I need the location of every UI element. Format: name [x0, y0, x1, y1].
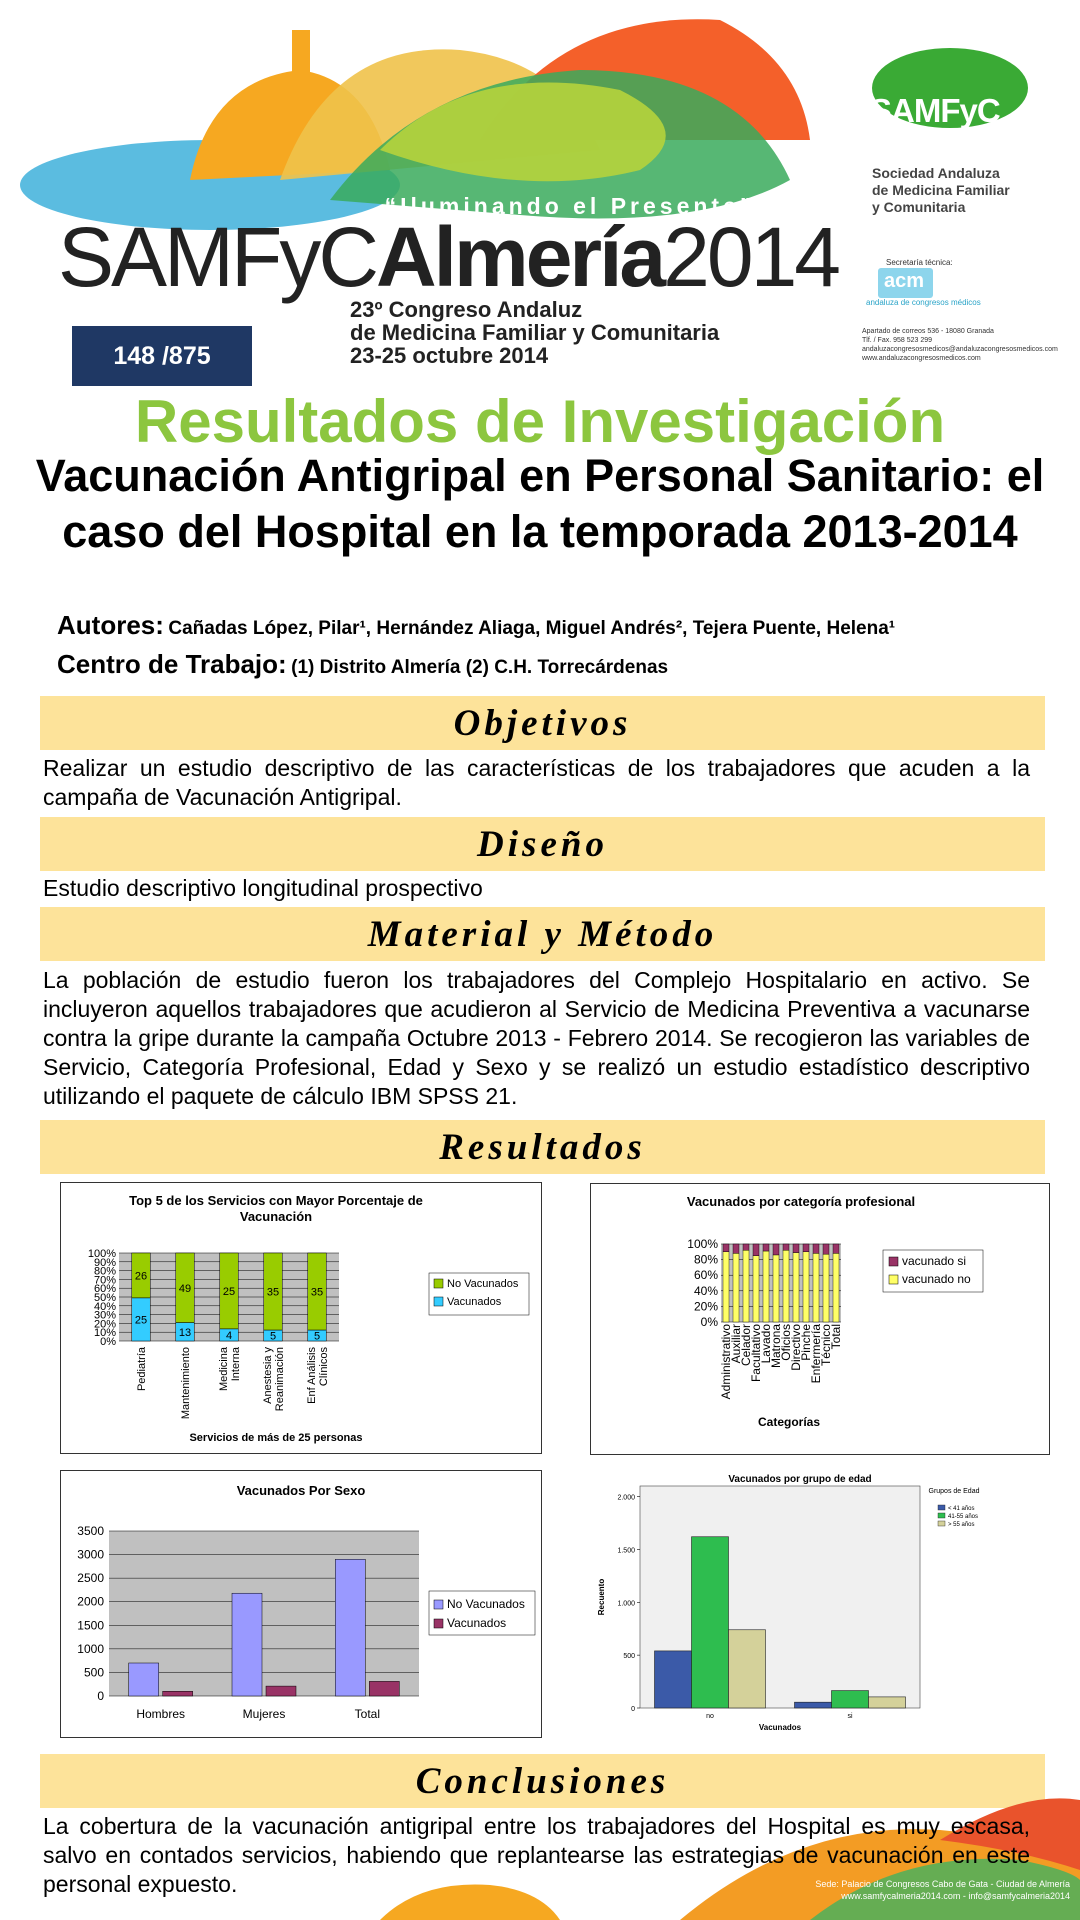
x-tick-text: Matrona [769, 1324, 783, 1369]
y-tick-label: 500 [83, 1665, 104, 1680]
legend-swatch [434, 1297, 443, 1306]
bar-segment [733, 1244, 739, 1253]
y-tick-label: 1000 [77, 1641, 104, 1656]
contact-line-2: Tlf. / Fax. 958 523 299 [862, 337, 933, 344]
bar-segment [813, 1244, 819, 1253]
data-label: 5 [313, 1330, 321, 1343]
bar [832, 1691, 869, 1708]
bar-segment [803, 1252, 809, 1322]
footer-line-1: Sede: Palacio de Congresos Cabo de Gata - Ciudad de Almería [815, 1879, 1070, 1889]
y-tick-label: 60% [93, 1283, 116, 1296]
x-tick-label [180, 1347, 192, 1419]
y-tick-label: 0 [97, 1689, 104, 1703]
y-tick-label: 40% [693, 1283, 718, 1298]
footer-info [720, 1878, 1070, 1902]
samfyc-name-2: de Medicina Familiar [872, 182, 1010, 198]
conclusiones-banner: Conclusiones [40, 1754, 1045, 1808]
y-tick-label: 20% [693, 1299, 718, 1314]
y-tick-label: 40% [93, 1300, 116, 1313]
x-tick-text: Celador [739, 1324, 753, 1367]
legend-swatch [889, 1257, 898, 1266]
bar [266, 1686, 296, 1696]
y-tick-label: 100% [687, 1237, 718, 1251]
authors-names: Cañadas López, Pilar¹, Hernández Aliaga, Miguel Andrés², Tejera Puente, Helena¹ [168, 618, 896, 639]
chart-sexo-box [60, 1470, 542, 1738]
bar-segment [763, 1244, 769, 1251]
data-label: 35 [266, 1286, 280, 1299]
y-tick-label: 0 [631, 1706, 635, 1713]
bar-segment [833, 1244, 839, 1253]
x-tick-text: Reanimación [274, 1347, 286, 1412]
y-tick-label: 10% [93, 1327, 116, 1340]
x-tick-label: Total [354, 1707, 381, 1721]
bar [335, 1559, 365, 1696]
legend-label: No Vacunados [447, 1597, 525, 1611]
x-tick-label [136, 1346, 148, 1391]
legend-label: vacunado si [902, 1254, 967, 1268]
x-tick-label [218, 1346, 242, 1391]
conclusiones-text: La cobertura de la vacunación antigripal entre los trabajadores del Hospital es muy escasa, salvo en contados servicios, habiendo que replantearse las estrategias de vacunación en este personal expuesto. [43, 1813, 1030, 1897]
bar-segment [743, 1244, 749, 1250]
x-axis-label: Categorías [757, 1415, 821, 1429]
bar-segment [833, 1253, 839, 1322]
bar-segment [793, 1253, 799, 1322]
y-tick-label: 2000 [77, 1594, 104, 1609]
x-tick-text: Lavado [759, 1324, 773, 1364]
chart-sexo [61, 1471, 541, 1737]
material-text: La población de estudio fueron los trabajadores del Complejo Hospitalario en activo. Se incluyeron aquellos trabajadores que acudieron al Servicio de Medicina Preventiva a vacunarse contra la gripe durante la campaña Octubre 2013 - Febrero 2014. Se recogieron las variables de Servicio, Categoría Profesional, Edad y Sexo y se realizó un estudio estadístico descriptivo utilizando el paquete de cálculo IBM SPSS 21. [43, 967, 1030, 1109]
chart-servicios [61, 1183, 541, 1453]
x-tick-text: Enfermería [809, 1324, 823, 1384]
legend-swatch [938, 1505, 945, 1510]
y-tick-label: 100% [87, 1248, 116, 1260]
contact-line-1: Apartado de correos 536 - 18080 Granada [862, 328, 994, 335]
bar-segment [813, 1253, 819, 1322]
diseno-text: Estudio descriptivo longitudinal prospectivo [43, 875, 483, 901]
y-tick-label: 90% [93, 1256, 116, 1269]
x-tick-text: Clínicos [318, 1347, 330, 1387]
legend-swatch [938, 1513, 945, 1518]
bar-segment [733, 1253, 739, 1322]
section-heading: Resultados de Investigación [134, 388, 946, 455]
legend-label: Vacunados [447, 1616, 507, 1630]
acm-subtitle: andaluza de congresos médicos [866, 298, 981, 307]
bar [129, 1663, 159, 1696]
y-tick-label: 2.000 [617, 1494, 635, 1502]
samfyc-name-1: Sociedad Andaluza [872, 165, 1000, 181]
x-axis-label: Vacunados [758, 1723, 802, 1732]
objetivos-text: Realizar un estudio descriptivo de las características de los trabajadores que acuden a la campaña de Vacunación Antigripal. [43, 755, 1030, 810]
x-axis-label: Servicios de más de 25 personas [189, 1432, 363, 1444]
bar-segment [753, 1244, 759, 1256]
legend-label: vacunado no [902, 1272, 971, 1286]
bar-segment [783, 1244, 789, 1250]
congress-line-1: 23º Congreso Andaluz [350, 297, 583, 322]
x-tick-text: Interna [230, 1347, 242, 1382]
contact-line-4: www.andaluzacongresosmedicos.com [862, 355, 981, 362]
bar-segment [743, 1250, 749, 1322]
poster-number-badge: 148 /875 [72, 326, 252, 386]
bar-segment [823, 1244, 829, 1254]
contact-line-3: andaluzacongresosmedicos@andaluzacongresosmedicos.com [862, 346, 1058, 353]
x-tick-text: Pediatría [136, 1347, 148, 1392]
y-tick-label: 3000 [77, 1547, 104, 1562]
data-label: 35 [310, 1286, 324, 1299]
legend-label: No Vacunados [447, 1278, 519, 1290]
x-tick-text: Administrativo [719, 1324, 733, 1400]
legend-swatch [938, 1521, 945, 1526]
y-tick-label: 1500 [77, 1618, 104, 1633]
center-name: (1) Distrito Almería (2) C.H. Torrecárdenas [291, 657, 669, 678]
y-tick-label: 0% [100, 1336, 116, 1348]
x-tick-label [829, 1324, 843, 1349]
data-label: 13 [178, 1326, 192, 1339]
y-tick-label: 80% [693, 1252, 718, 1267]
y-tick-label: 500 [623, 1653, 635, 1661]
secretaria-label: Secretaría técnica: [886, 258, 953, 267]
bar [795, 1702, 832, 1708]
x-tick-text: Oficios [779, 1324, 793, 1361]
y-axis-label: Recuento [597, 1578, 606, 1616]
legend-label: > 55 años [948, 1522, 975, 1528]
x-tick-text: Auxiliar [729, 1324, 743, 1364]
chart-title: Vacunados por grupo de edad [728, 1474, 872, 1485]
chart-edad [590, 1470, 1048, 1736]
bar [692, 1537, 729, 1708]
y-tick-label: 70% [93, 1274, 116, 1287]
center-line [57, 649, 1067, 680]
bar-segment [723, 1252, 729, 1322]
chart-title: Top 5 de los Servicios con Mayor Porcentaje de [129, 1193, 423, 1208]
acm-logo-text: acm [884, 270, 925, 292]
congress-line-2: de Medicina Familiar y Comunitaria [350, 320, 720, 345]
bar-segment [773, 1255, 779, 1322]
x-tick-label: si [847, 1713, 853, 1720]
y-tick-label: 50% [93, 1292, 116, 1304]
samfyc-name [872, 165, 1010, 216]
resultados-banner: Resultados [40, 1120, 1045, 1174]
chart-categoria-box [590, 1183, 1050, 1455]
authors-line [57, 610, 1067, 641]
y-tick-label: 2500 [77, 1571, 104, 1586]
bar-segment [823, 1254, 829, 1322]
y-tick-label: 30% [93, 1309, 116, 1322]
samfyc-name-3: y Comunitaria [872, 199, 966, 215]
bar [369, 1681, 399, 1696]
x-tick-label [306, 1347, 330, 1404]
legend-swatch [889, 1275, 898, 1284]
y-tick-label: 3500 [77, 1524, 104, 1538]
chart-edad-box [590, 1470, 1048, 1736]
x-tick-label: Hombres [136, 1707, 186, 1721]
bar [232, 1593, 262, 1696]
x-tick-text: Pinche [799, 1324, 813, 1361]
event-wordmark-year: 2014 [663, 210, 839, 304]
data-label: 4 [225, 1329, 233, 1342]
congress-dates: 23-25 octubre 2014 [350, 343, 549, 368]
legend-swatch [434, 1279, 443, 1288]
x-tick-text: Total [829, 1324, 843, 1350]
x-tick-text: Mantenimiento [180, 1347, 192, 1420]
objetivos-banner: Objetivos [40, 696, 1045, 750]
x-tick-label: no [706, 1713, 714, 1720]
footer-line-2: www.samfycalmeria2014.com - info@samfycalmeria2014 [841, 1891, 1070, 1901]
diseno-banner: Diseño [40, 817, 1045, 871]
event-wordmark-light: SAMFyC [58, 210, 376, 304]
x-tick-text: Facultativo [749, 1324, 763, 1383]
bar-segment [783, 1250, 789, 1322]
x-tick-label: Mujeres [242, 1707, 286, 1721]
tower-shape [292, 30, 310, 90]
x-tick-label [262, 1347, 286, 1412]
data-label: 49 [178, 1282, 192, 1295]
x-tick-text: Anestesia y [262, 1347, 274, 1404]
bar [729, 1630, 766, 1708]
center-label: Centro de Trabajo: [57, 649, 287, 679]
legend-label: 41-55 años [948, 1514, 979, 1520]
data-label: 5 [269, 1330, 277, 1343]
x-tick-text: Directivo [789, 1324, 803, 1371]
y-tick-label: 20% [93, 1318, 116, 1331]
bar-segment [723, 1244, 729, 1252]
chart-title: Vacunación [239, 1209, 313, 1224]
bar-segment [803, 1244, 809, 1252]
legend-swatch [434, 1600, 443, 1609]
bar [163, 1691, 193, 1696]
y-tick-label: 1.500 [617, 1547, 635, 1555]
data-label: 25 [134, 1314, 148, 1327]
poster-title: Vacunación Antigripal en Personal Sanitario: el caso del Hospital en la temporada 2013-2014 [35, 450, 1045, 557]
chart-title: Vacunados por categoría profesional [686, 1194, 916, 1209]
y-tick-label: 60% [693, 1268, 718, 1283]
contact-block [862, 327, 1058, 363]
data-label: 25 [222, 1285, 236, 1298]
authors-label: Autores: [57, 610, 164, 640]
chart-categoria [591, 1184, 1049, 1454]
data-label: 26 [134, 1270, 148, 1283]
legend-swatch [434, 1619, 443, 1628]
y-tick-label: 0% [700, 1315, 718, 1329]
bar-segment [763, 1251, 769, 1322]
legend-label: Vacunados [447, 1296, 502, 1308]
bar-segment [793, 1244, 799, 1253]
chart-title: Vacunados Por Sexo [236, 1483, 366, 1498]
y-tick-label: 1.000 [617, 1600, 635, 1608]
x-tick-text: Medicina [218, 1347, 230, 1392]
bar-segment [773, 1244, 779, 1255]
bar-segment [753, 1256, 759, 1322]
chart-servicios-box [60, 1182, 542, 1454]
congress-info [350, 298, 719, 367]
x-tick-text: Enf Análisis [306, 1347, 318, 1404]
legend-title: Grupos de Edad [928, 1488, 980, 1495]
material-banner: Material y Método [40, 907, 1045, 961]
samfyc-logo-text: SAMFyC [870, 92, 1000, 129]
x-tick-text: Técnico [819, 1324, 833, 1367]
legend-label: < 41 años [948, 1506, 975, 1512]
event-wordmark [58, 212, 838, 302]
event-wordmark-bold: Almería [376, 210, 664, 304]
y-tick-label: 80% [93, 1265, 116, 1278]
bar [655, 1651, 692, 1708]
slogan: “Iluminando el Presente” [384, 193, 756, 219]
bar [869, 1697, 906, 1708]
